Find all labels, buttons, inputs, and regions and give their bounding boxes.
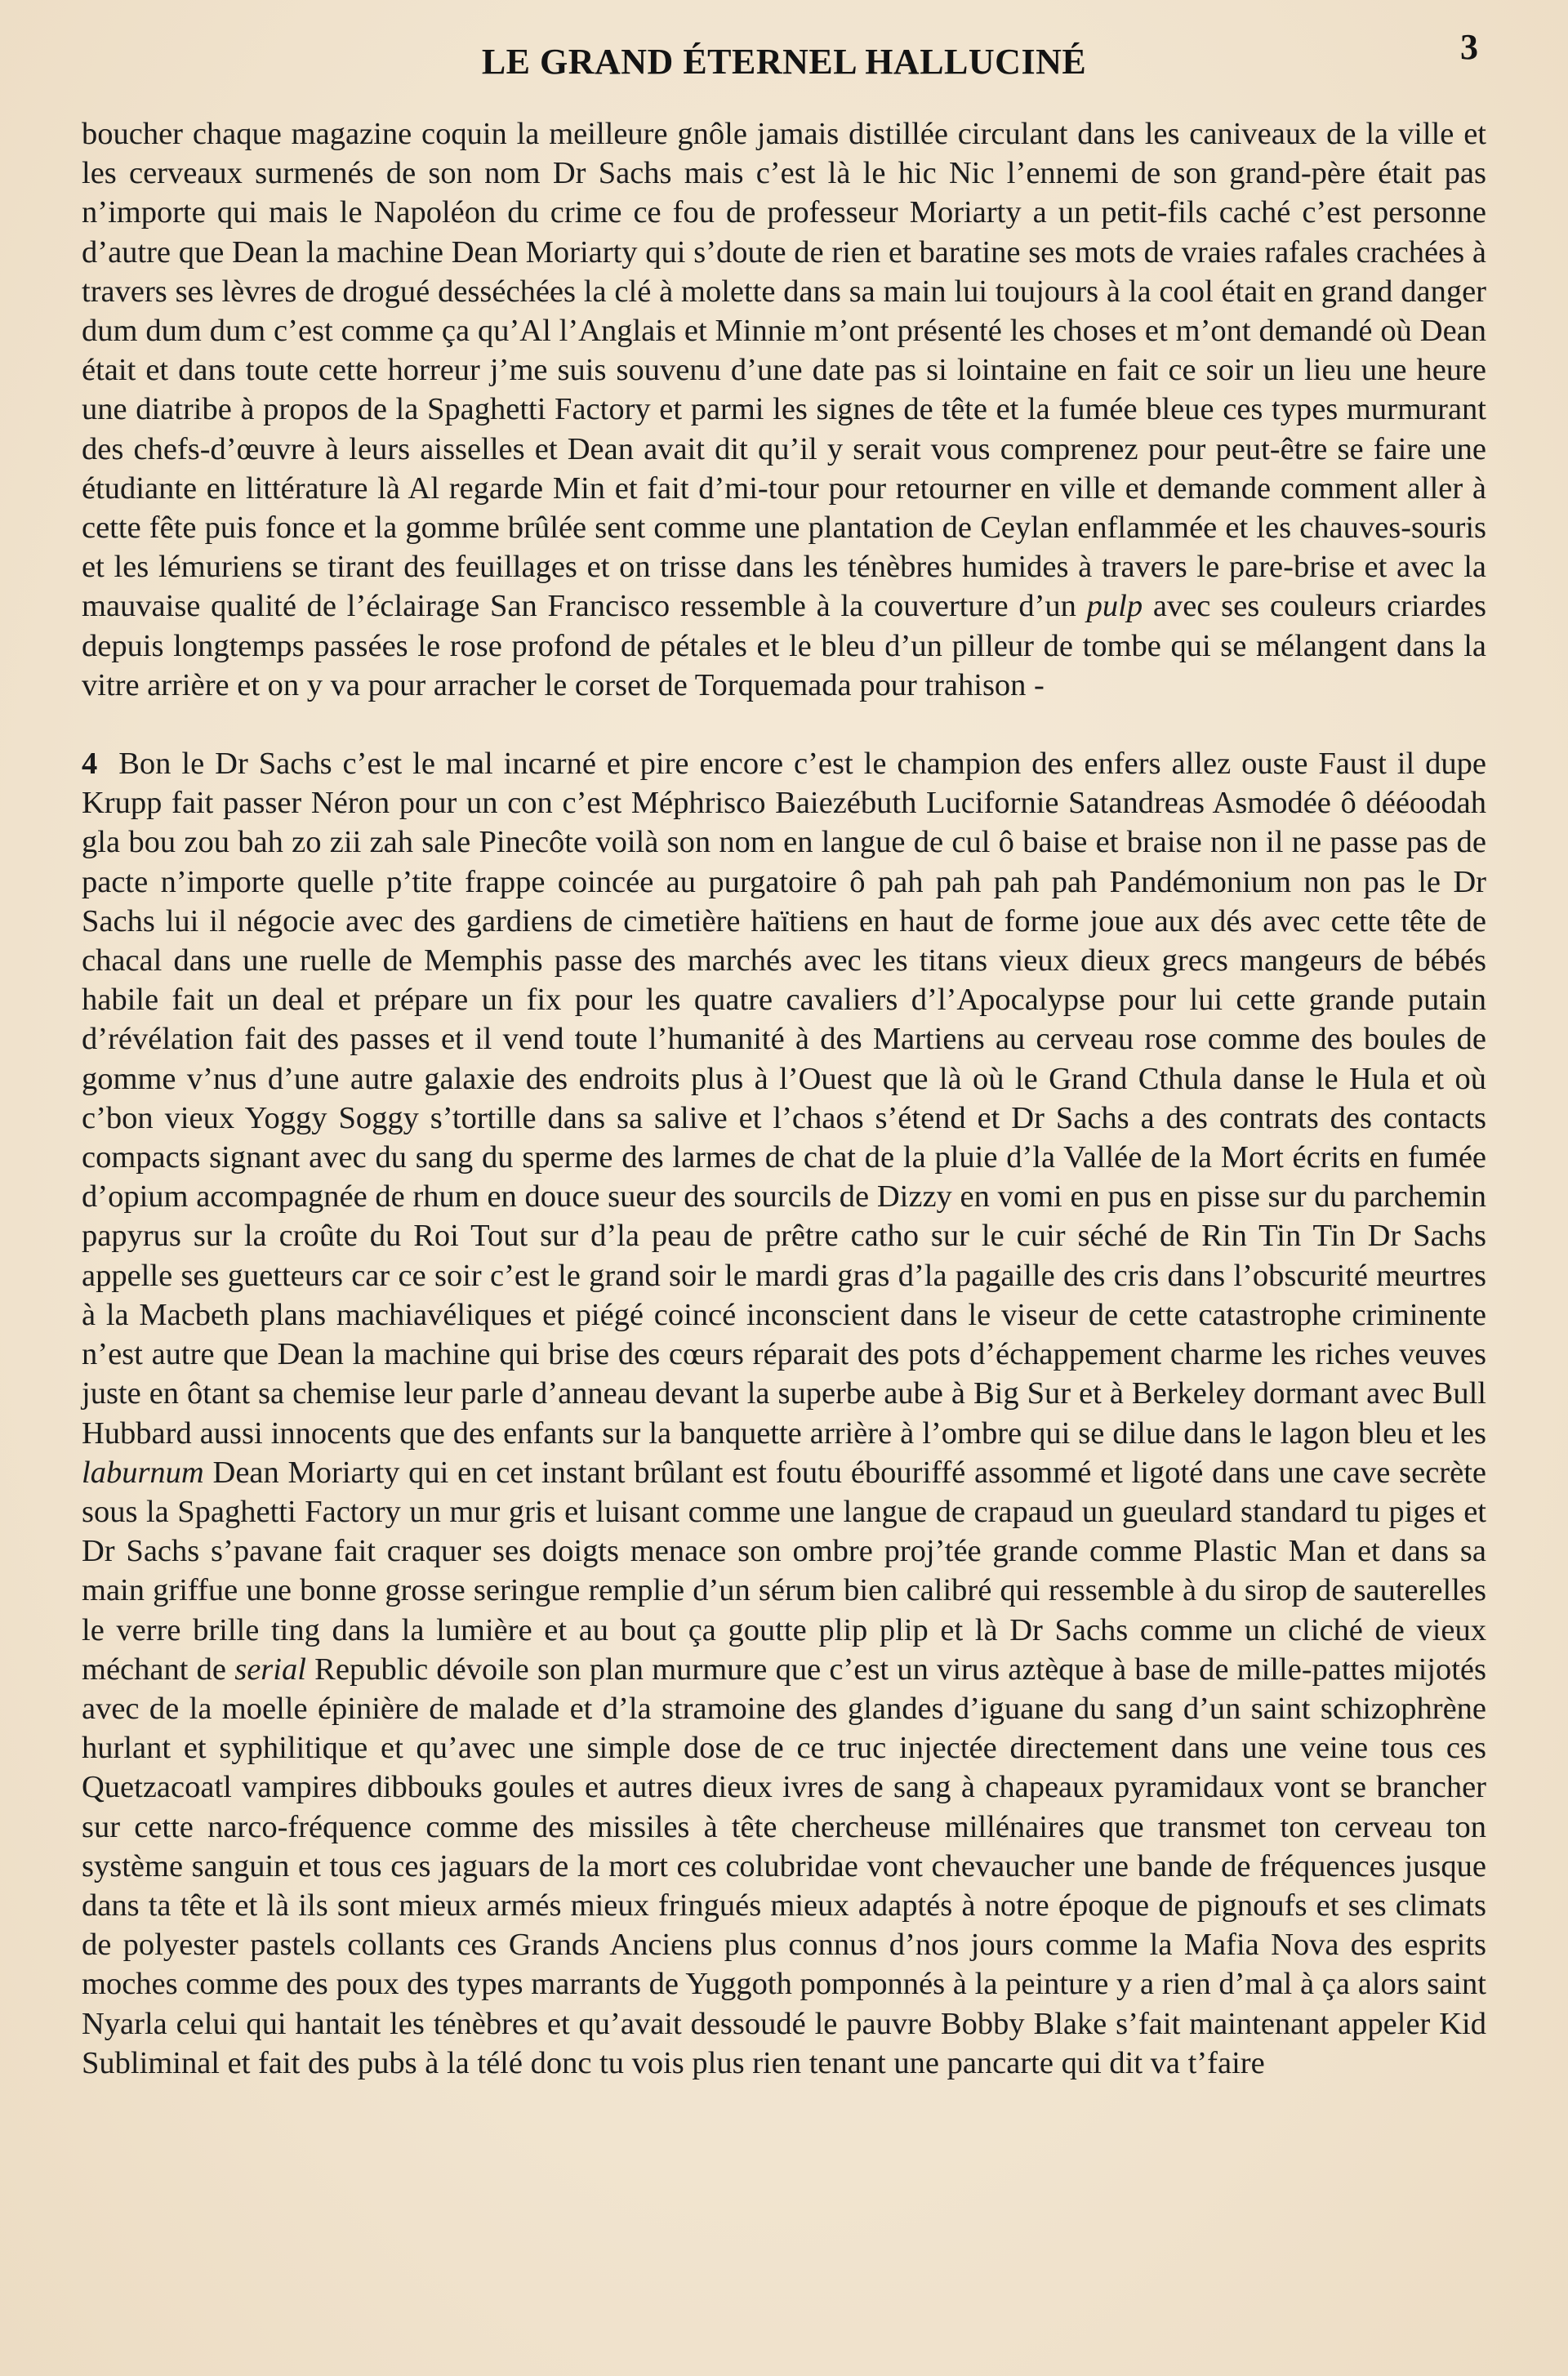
paragraph-text: Republic dévoile son plan murmure que c’est un virus aztèque à base de mille-pattes mijotés avec de la moelle épinière de malade et d’la stramoine des glandes d’iguane du sang d’un saint schizophrène hurlant et syphilitique et qu’avec une simple dose de ce truc injectée directement dans une veine tous ces Quetzacoatl vampires dibbouks goules et autres dieux ivres de sang à chapeaux pyramidaux vont se brancher sur cette narco-fréquence comme des missiles à tête chercheuse millénaires que transmet ton cerveau ton système sanguin et tous ces jaguars de la mort ces colubridae vont chevaucher une bande de fréquences jusque dans ta tête et là ils sont mieux armés mieux fringués mieux adaptés à notre époque de pignoufs et ses climats de polyester pastels collants ces Grands Anciens plus connus d’nos jours comme la Mafia Nova des esprits moches comme des poux des types marrants de Yuggoth pomponnés à la peinture y a rien d’mal à ça alors saint Nyarla celui qui hantait les ténèbres et qu’avait dessoudé le pauvre Bobby Blake s’fait maintenant appeler Kid Subliminal et fait des pubs à la télé donc tu vois plus rien tenant une pancarte qui dit va t’faire xyxy=(82,1652,1486,2080)
paragraph-text: boucher chaque magazine coquin la meilleure gnôle jamais distillée circulant dans les caniveaux de la ville et les cerveaux surmenés de son nom Dr Sachs mais c’est là le hic Nic l’ennemi de son grand-père était pas n’importe qui mais le Napoléon du crime ce fou de professeur Moriarty a un petit-fils caché c’est personne d’autre que Dean la machine Dean Moriarty qui s’doute de rien et baratine ses mots de vraies rafales crachées à travers ses lèvres de drogué desséchées la clé à molette dans sa main lui toujours à la cool était en grand danger dum dum dum c’est comme ça qu’Al l’Anglais et Minnie m’ont présenté les choses et m’ont demandé où Dean était et dans toute cette horreur j’me suis souvenu d’une date pas si lointaine en fait ce soir un lieu une heure une diatribe à propos de la Spaghetti Factory et parmi les signes de tête et la fumée bleue ces types murmurant des chefs-d’œuvre à leurs aisselles et Dean avait dit qu’il y serait vous comprenez pour peut-être se faire une étudiante en littérature là Al regarde Min et fait d’mi-tour pour retourner en ville et demande comment aller à cette fête puis fonce et la gomme brûlée sent comme une plantation de Ceylan enflammée et les chauves-souris et les lémuriens se tirant des feuillages et on trisse dans les ténèbres humides à travers le pare-brise et avec la mauvaise qualité de l’éclairage San Francisco ressemble à la couverture d’un xyxy=(82,117,1486,624)
paragraph-text: Bon le Dr Sachs c’est le mal incarné et pire encore c’est le champion des enfers allez ouste Faust il dupe Krupp fait passer Néron pour un con c’est Méphrisco Baiezébuth Lucifornie Satandreas Asmodée ô dééoodah gla bou zou bah zo zii zah sale Pinecôte voilà son nom en langue de cul ô baise et braise non il ne passe pas de pacte n’importe quelle p’tite frappe coincée au purgatoire ô pah pah pah pah Pandémonium non pas le Dr Sachs lui il négocie avec des gardiens de cimetière haïtiens en haut de forme joue aux dés avec cette tête de chacal dans une ruelle de Memphis passe des marchés avec les titans vieux dieux grecs mangeurs de bébés habile fait un deal et prépare un fix pour les quatre cavaliers d’l’Apocalypse pour lui cette grande putain d’révélation fait des passes et il vend toute l’humanité à des Martiens au cerveau rose comme des boules de gomme v’nus d’une autre galaxie des endroits plus à l’Ouest que là où le Grand Cthula danse le Hula et où c’bon vieux Yoggy Soggy s’tortille dans sa salive et l’chaos s’étend et Dr Sachs a des contrats des contacts compacts signant avec du sang du sperme des larmes de chat de la pluie d’la Vallée de la Mort écrits en fumée d’opium accompagnée de rhum en douce sueur des sourcils de Dizzy en vomi en pus en pisse sur du parchemin papyrus sur la croûte du Roi Tout sur d’la peau de prêtre catho sur le cuir séché de Rin Tin Tin Dr Sachs appelle ses guetteurs car ce soir c’est le grand soir le mardi gras d’la pagaille des cris dans l’obscurité meurtres à la Macbeth plans machiavéliques et piégé coincé inconscient dans le viseur de cette catastrophe criminente n’est autre que Dean la machine qui brise des cœurs réparait des pots d’échappement charme les riches veuves juste en ôtant sa chemise leur parle d’anneau devant la superbe aube à Big Sur et à Berkeley dormant avec Bull Hubbard aussi innocents que des enfants sur la banquette arrière à l’ombre qui se dilue dans le lagon bleu et les xyxy=(82,747,1486,1451)
running-title: LE GRAND ÉTERNEL HALLUCINÉ xyxy=(481,42,1087,82)
paragraph-continuation xyxy=(82,114,1486,705)
section-number: 4 xyxy=(82,747,98,782)
body-text xyxy=(82,114,1486,2083)
italic-word: pulp xyxy=(1086,589,1143,624)
paragraph-text: Dean Moriarty qui en cet instant brûlant est foutu ébouriffé assommé et ligoté dans une cave secrète sous la Spaghetti Factory un mur gris et luisant comme une langue de crapaud un gueulard standard tu piges et Dr Sachs s’pavane fait craquer ses doigts menace son ombre proj’tée grande comme Plastic Man et dans sa main griffue une bonne grosse seringue remplie d’un sérum bien calibré qui ressemble à du sirop de sauterelles le verre brille ting dans la lumière et au bout ça goutte plip plip et là Dr Sachs comme un cliché de vieux méchant de xyxy=(82,1455,1486,1687)
paragraph-text: avec ses couleurs criardes depuis longtemps passées le rose profond de pétales et le bleu d’un pilleur de tombe qui se mélangent dans la vitre arrière et on y va pour arracher le corset de Torquemada pour trahison - xyxy=(82,589,1486,702)
italic-word: laburnum xyxy=(82,1455,204,1490)
paragraph-section-4 xyxy=(82,744,1486,2083)
italic-word: serial xyxy=(234,1652,306,1687)
page-number: 3 xyxy=(1460,27,1478,67)
